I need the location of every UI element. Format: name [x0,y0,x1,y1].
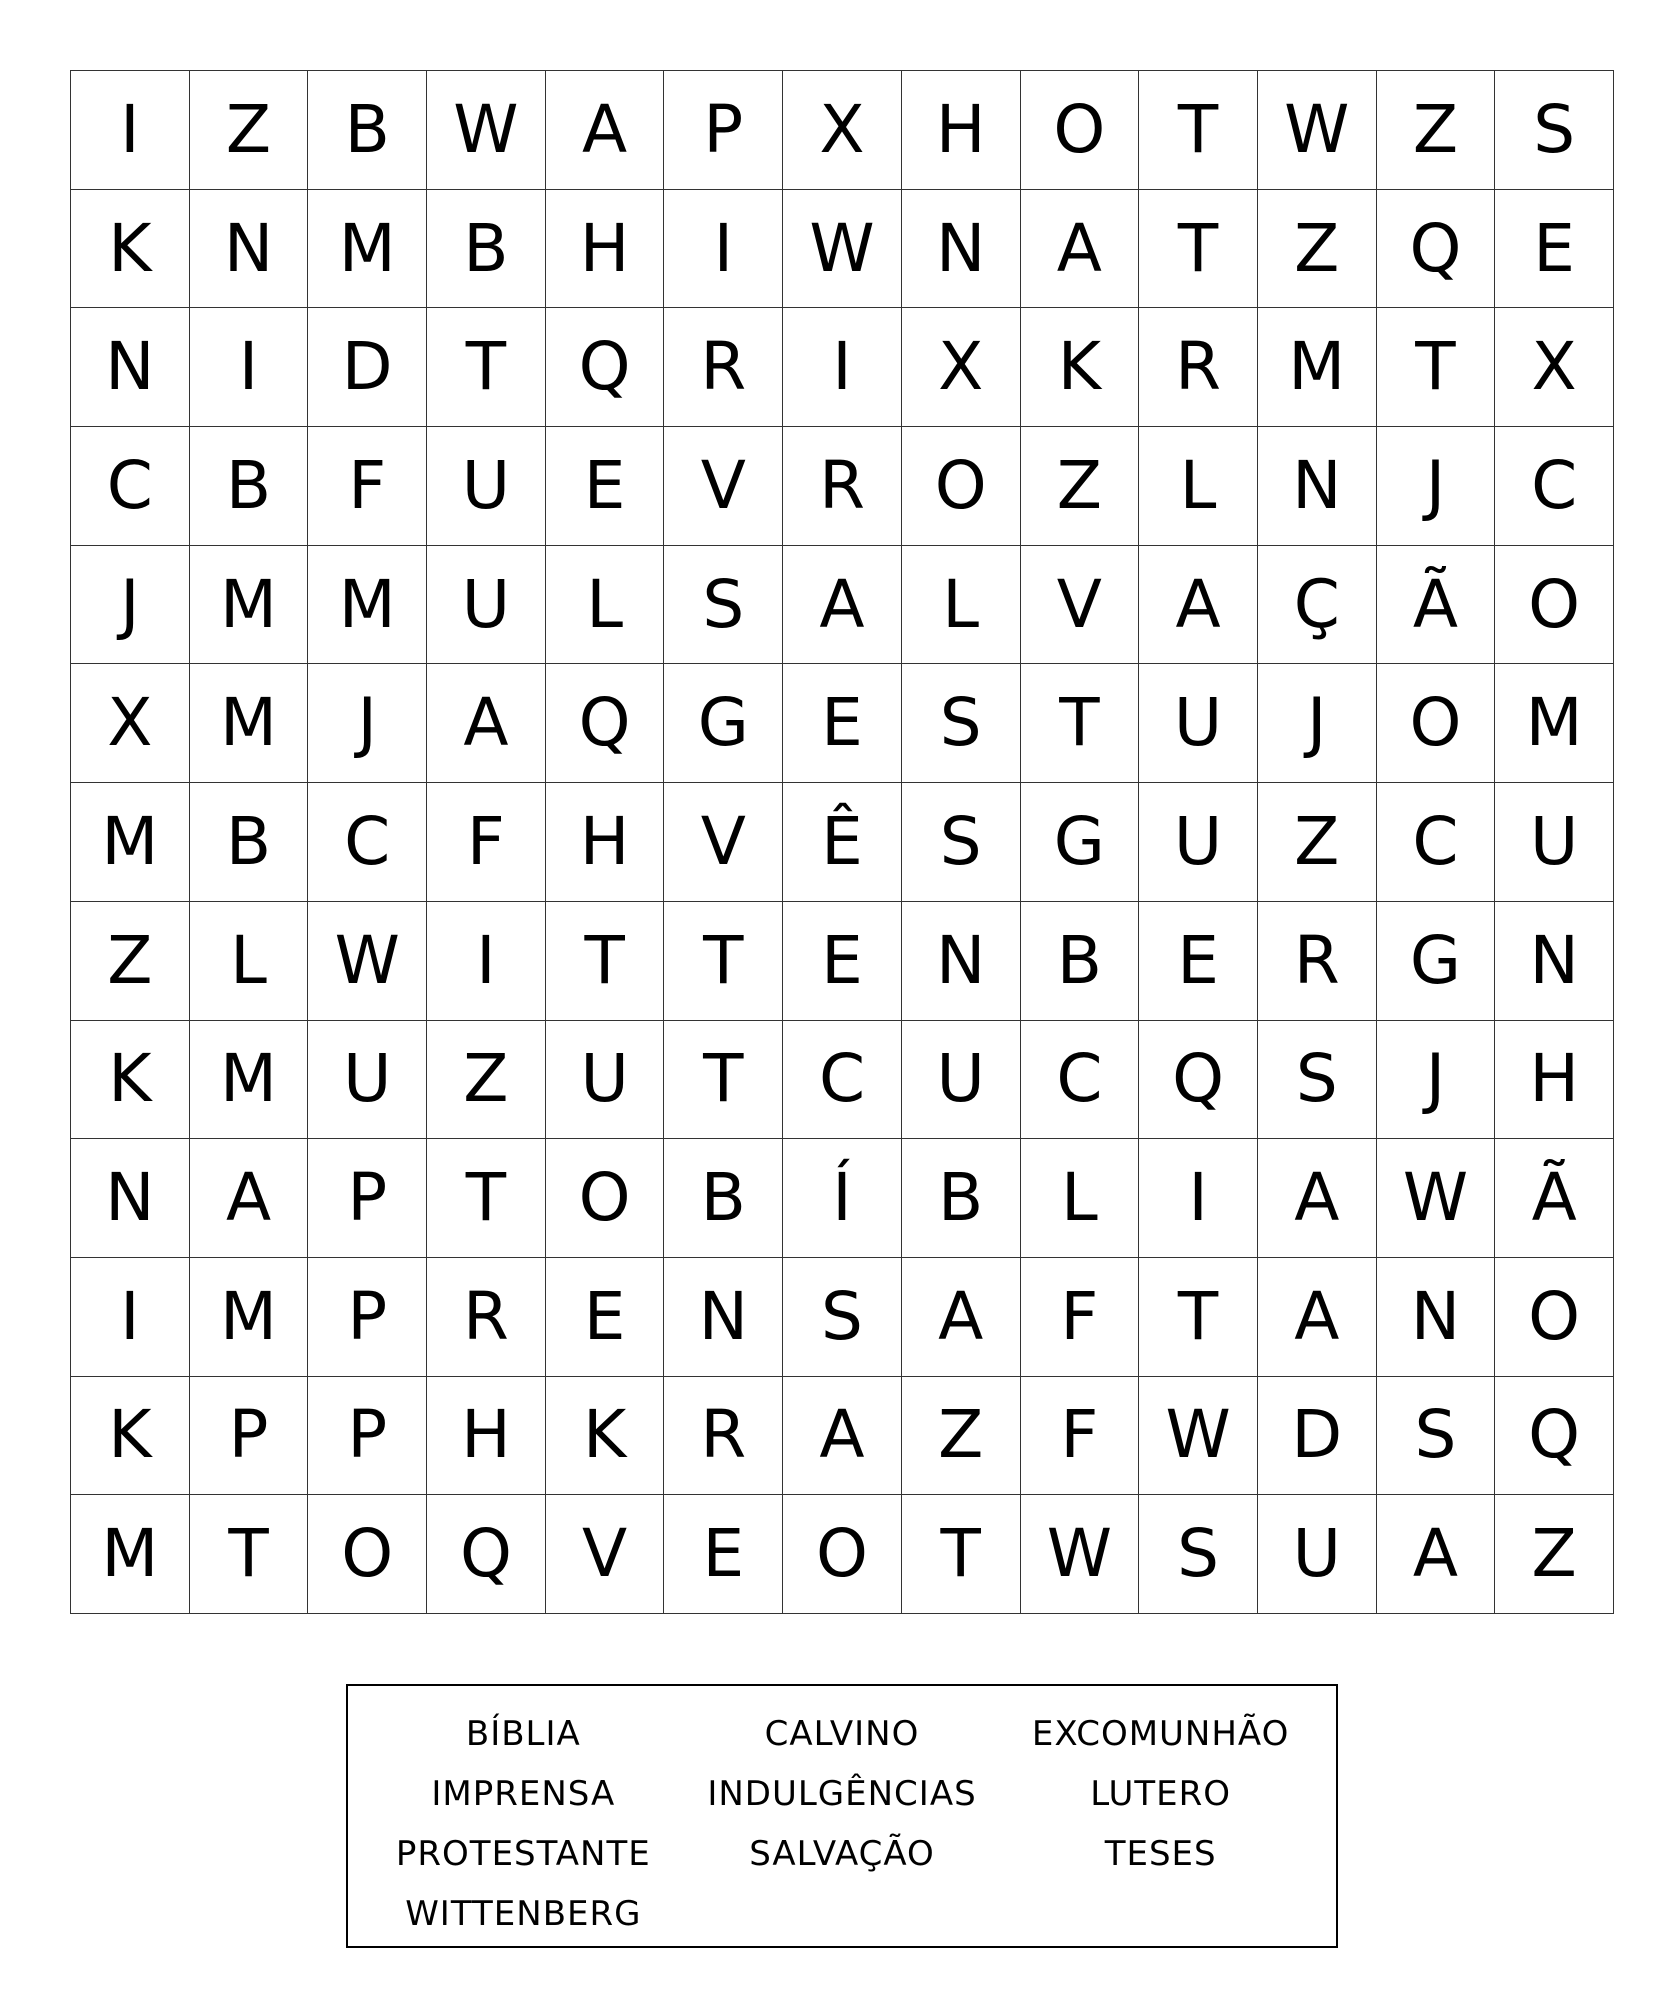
grid-cell[interactable]: W [308,902,427,1021]
grid-cell[interactable]: T [546,902,665,1021]
grid-cell[interactable]: B [190,427,309,546]
grid-cell[interactable]: I [190,308,309,427]
grid-cell[interactable]: X [783,71,902,190]
grid-cell[interactable]: A [783,1377,902,1496]
grid-cell[interactable]: V [1021,546,1140,665]
grid-cell[interactable]: A [546,71,665,190]
grid-cell[interactable]: W [427,71,546,190]
grid-cell[interactable]: R [664,308,783,427]
grid-cell[interactable]: C [1495,427,1614,546]
grid-cell[interactable]: I [783,308,902,427]
grid-cell[interactable]: B [664,1139,783,1258]
grid-cell[interactable]: U [546,1021,665,1140]
grid-cell[interactable]: Q [546,664,665,783]
grid-cell[interactable]: U [1258,1495,1377,1614]
grid-cell[interactable]: O [902,427,1021,546]
grid-cell[interactable]: T [664,1021,783,1140]
grid-cell[interactable]: P [308,1377,427,1496]
grid-cell[interactable]: U [1139,783,1258,902]
grid-cell[interactable]: M [1258,308,1377,427]
grid-cell[interactable]: O [1495,1258,1614,1377]
grid-cell[interactable]: M [190,664,309,783]
grid-cell[interactable]: R [664,1377,783,1496]
grid-cell[interactable]: T [427,1139,546,1258]
grid-cell[interactable]: I [71,1258,190,1377]
grid-cell[interactable]: U [902,1021,1021,1140]
grid-cell[interactable]: Q [1139,1021,1258,1140]
grid-cell[interactable]: B [308,71,427,190]
grid-cell[interactable]: Z [1021,427,1140,546]
grid-cell[interactable]: N [190,190,309,309]
grid-cell[interactable]: Ã [1377,546,1496,665]
grid-cell[interactable]: C [1021,1021,1140,1140]
grid-cell[interactable]: N [71,308,190,427]
grid-cell[interactable]: T [1139,1258,1258,1377]
word-item: PROTESTANTE [395,1834,651,1874]
grid-cell[interactable]: A [1139,546,1258,665]
grid-cell[interactable]: F [308,427,427,546]
grid-cell[interactable]: D [1258,1377,1377,1496]
grid-cell[interactable]: O [1495,546,1614,665]
grid-cell[interactable]: K [1021,308,1140,427]
grid-cell[interactable]: C [1377,783,1496,902]
grid-cell[interactable]: F [427,783,546,902]
grid-cell[interactable]: H [546,783,665,902]
word-item: BÍBLIA [465,1714,581,1754]
grid-cell[interactable]: Z [1495,1495,1614,1614]
grid-cell[interactable]: A [1258,1139,1377,1258]
grid-cell[interactable]: Q [1377,190,1496,309]
grid-cell[interactable]: Z [902,1377,1021,1496]
grid-cell[interactable]: O [783,1495,902,1614]
grid-cell[interactable]: O [1021,71,1140,190]
grid-cell[interactable]: M [190,1021,309,1140]
grid-cell[interactable]: Q [546,308,665,427]
grid-cell[interactable]: K [71,1377,190,1496]
grid-cell[interactable]: Q [1495,1377,1614,1496]
grid-cell[interactable]: W [1021,1495,1140,1614]
grid-cell[interactable]: E [1495,190,1614,309]
grid-cell[interactable]: U [1495,783,1614,902]
grid-cell[interactable]: D [308,308,427,427]
grid-cell[interactable]: E [783,902,902,1021]
grid-cell[interactable]: V [664,427,783,546]
grid-cell[interactable]: Ã [1495,1139,1614,1258]
grid-cell[interactable]: F [1021,1377,1140,1496]
grid-cell[interactable]: R [1258,902,1377,1021]
grid-cell[interactable]: X [902,308,1021,427]
grid-cell[interactable]: B [1021,902,1140,1021]
grid-cell[interactable]: W [1258,71,1377,190]
grid-cell[interactable]: N [902,902,1021,1021]
word-list-column [684,1704,999,1946]
grid-cell[interactable]: Q [427,1495,546,1614]
grid-cell[interactable]: W [1377,1139,1496,1258]
grid-cell[interactable]: A [1377,1495,1496,1614]
grid-cell[interactable]: H [427,1377,546,1496]
grid-cell[interactable]: U [427,427,546,546]
grid-cell[interactable]: K [546,1377,665,1496]
grid-cell[interactable]: B [190,783,309,902]
grid-cell[interactable]: V [546,1495,665,1614]
grid-cell[interactable]: X [71,664,190,783]
grid-cell[interactable]: S [902,664,1021,783]
grid-cell[interactable]: Z [71,902,190,1021]
word-item: EXCOMUNHÃO [1031,1714,1290,1754]
grid-cell[interactable]: S [902,783,1021,902]
grid-cell[interactable]: O [546,1139,665,1258]
grid-cell[interactable]: N [1495,902,1614,1021]
grid-cell[interactable]: Z [1258,783,1377,902]
grid-cell[interactable]: S [1258,1021,1377,1140]
word-list-box [346,1684,1338,1948]
grid-cell[interactable]: K [71,190,190,309]
grid-cell[interactable]: M [1495,664,1614,783]
grid-cell[interactable]: L [902,546,1021,665]
grid-cell[interactable]: G [664,664,783,783]
word-item: CALVINO [764,1714,920,1754]
grid-cell[interactable]: A [902,1258,1021,1377]
grid-cell[interactable]: M [308,190,427,309]
grid-cell[interactable]: Ç [1258,546,1377,665]
grid-cell[interactable]: W [783,190,902,309]
grid-cell[interactable]: R [783,427,902,546]
grid-cell[interactable]: P [308,1139,427,1258]
grid-cell[interactable]: A [1021,190,1140,309]
grid-cell[interactable]: O [308,1495,427,1614]
word-item: TESES [1104,1834,1217,1874]
grid-cell[interactable]: W [1139,1377,1258,1496]
grid-cell[interactable]: M [190,546,309,665]
grid-cell[interactable]: P [308,1258,427,1377]
grid-cell[interactable]: H [1495,1021,1614,1140]
word-item: IMPRENSA [431,1774,616,1814]
grid-cell[interactable]: M [71,783,190,902]
grid-cell[interactable]: J [308,664,427,783]
grid-cell[interactable]: P [190,1377,309,1496]
grid-cell[interactable]: A [190,1139,309,1258]
grid-cell[interactable]: T [664,902,783,1021]
grid-cell[interactable]: Í [783,1139,902,1258]
word-list-column [366,1704,681,1946]
grid-cell[interactable]: X [1495,308,1614,427]
grid-cell[interactable]: J [71,546,190,665]
grid-cell[interactable]: Z [1258,190,1377,309]
grid-cell[interactable]: U [427,546,546,665]
grid-cell[interactable]: A [1258,1258,1377,1377]
grid-cell[interactable]: H [546,190,665,309]
word-search-grid [70,70,1614,1614]
grid-cell[interactable]: T [1021,664,1140,783]
grid-cell[interactable]: S [1139,1495,1258,1614]
grid-cell[interactable]: S [783,1258,902,1377]
grid-cell[interactable]: C [783,1021,902,1140]
word-item: SALVAÇÃO [749,1834,935,1874]
grid-cell[interactable]: P [664,71,783,190]
grid-cell[interactable]: U [308,1021,427,1140]
grid-cell[interactable]: T [1377,308,1496,427]
grid-cell[interactable]: C [308,783,427,902]
word-item: LUTERO [1090,1774,1232,1814]
grid-cell[interactable]: K [71,1021,190,1140]
grid-cell[interactable]: E [664,1495,783,1614]
grid-cell[interactable]: T [190,1495,309,1614]
grid-cell[interactable]: T [1139,190,1258,309]
grid-cell[interactable]: I [1139,1139,1258,1258]
grid-cell[interactable]: S [664,546,783,665]
grid-cell[interactable]: T [902,1495,1021,1614]
grid-cell[interactable]: L [1139,427,1258,546]
grid-cell[interactable]: M [71,1495,190,1614]
grid-cell[interactable]: F [1021,1258,1140,1377]
grid-cell[interactable]: N [902,190,1021,309]
grid-cell[interactable]: E [546,427,665,546]
grid-cell[interactable]: R [1139,308,1258,427]
grid-cell[interactable]: Z [427,1021,546,1140]
grid-cell[interactable]: L [190,902,309,1021]
grid-cell[interactable]: I [71,71,190,190]
grid-cell[interactable]: N [71,1139,190,1258]
grid-cell[interactable]: B [427,190,546,309]
grid-cell[interactable]: T [1139,71,1258,190]
grid-cell[interactable]: E [546,1258,665,1377]
grid-cell[interactable]: A [427,664,546,783]
grid-cell[interactable]: A [783,546,902,665]
grid-cell[interactable]: G [1021,783,1140,902]
word-item: INDULGÊNCIAS [707,1774,977,1814]
grid-cell[interactable]: O [1377,664,1496,783]
grid-cell[interactable]: B [902,1139,1021,1258]
grid-cell[interactable]: V [664,783,783,902]
grid-cell[interactable]: L [546,546,665,665]
grid-cell[interactable]: S [1377,1377,1496,1496]
grid-cell[interactable]: Z [1377,71,1496,190]
grid-cell[interactable]: M [308,546,427,665]
grid-cell[interactable]: N [1377,1258,1496,1377]
grid-cell[interactable]: J [1377,1021,1496,1140]
grid-cell[interactable]: J [1258,664,1377,783]
grid-cell[interactable]: M [190,1258,309,1377]
grid-cell[interactable]: R [427,1258,546,1377]
grid-cell[interactable]: E [783,664,902,783]
grid-cell[interactable]: N [1258,427,1377,546]
grid-cell[interactable]: I [427,902,546,1021]
grid-cell[interactable]: U [1139,664,1258,783]
word-list-column [1003,1704,1318,1946]
grid-cell[interactable]: L [1021,1139,1140,1258]
grid-cell[interactable]: N [664,1258,783,1377]
grid-cell[interactable]: Z [190,71,309,190]
word-item: WITTENBERG [405,1894,642,1934]
grid-cell[interactable]: J [1377,427,1496,546]
grid-cell[interactable]: Ê [783,783,902,902]
grid-cell[interactable]: I [664,190,783,309]
grid-cell[interactable]: T [427,308,546,427]
grid-cell[interactable]: E [1139,902,1258,1021]
grid-cell[interactable]: C [71,427,190,546]
grid-cell[interactable]: G [1377,902,1496,1021]
grid-cell[interactable]: H [902,71,1021,190]
grid-cell[interactable]: S [1495,71,1614,190]
